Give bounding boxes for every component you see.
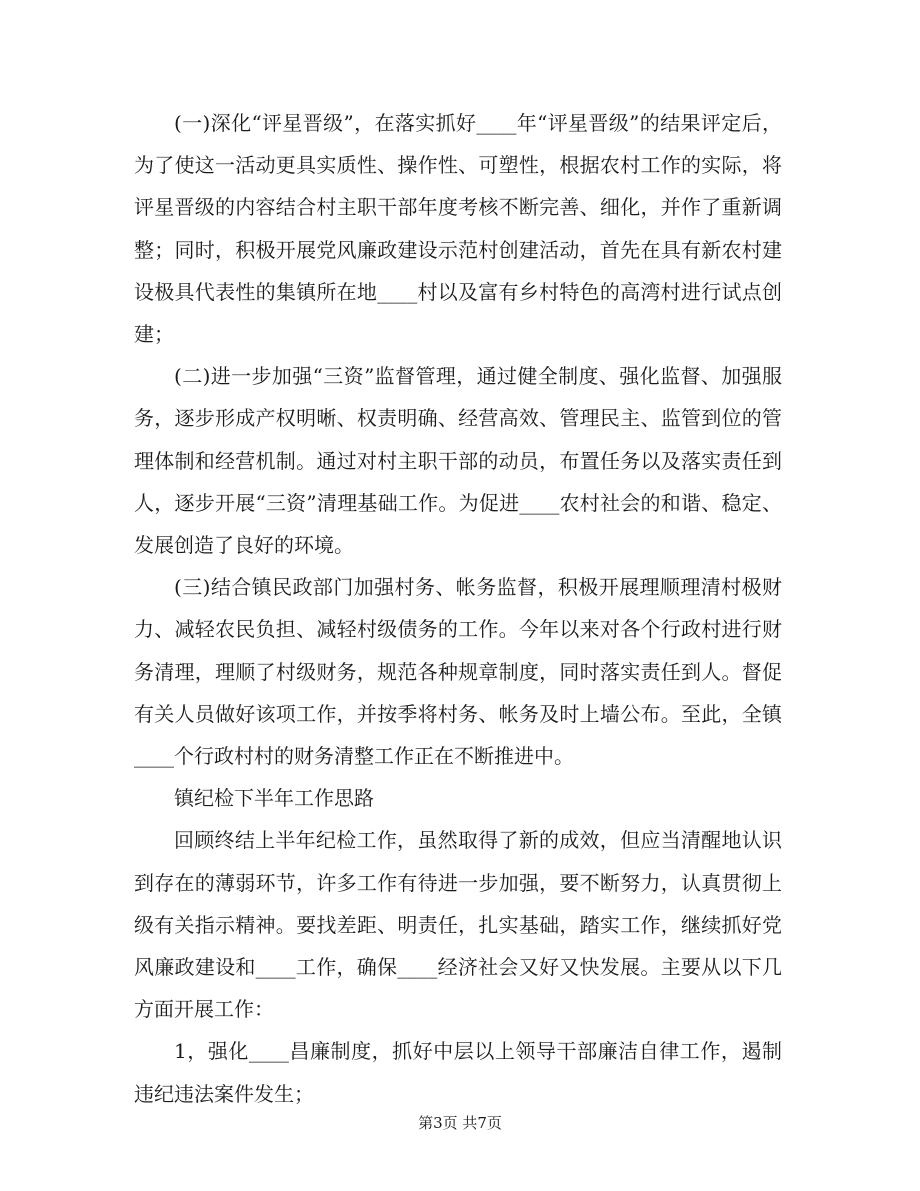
paragraph-5: 1，强化____昌廉制度，抓好中层以上领导干部廉洁自律工作，遏制违纪违法案件发生； [134,1039,782,1106]
page-number-footer: 第3页 共7页 [418,1114,502,1132]
paragraph-2: (二)进一步加强“三资”监督管理，通过健全制度、强化监督、加强服务，逐步形成产权明晰、权责明确、经营高效、管理民主、监管到位的管理体制和经营机制。通过对村主职干部的动员，布置任务以及落实责任到人，逐步开展“三资”清理基础工作。为促进____农村社会的和谐、稳定、发展创造了良好的环境。 [134,364,782,558]
document-body [134,102,782,1115]
paragraph-3: (三)结合镇民政部门加强村务、帐务监督，积极开展理顺理清村极财力、减轻农民负担、减轻村级债务的工作。今年以来对各个行政村进行财务清理，理顺了村级财务，规范各种规章制度，同时落实责任到人。督促有关人员做好该项工作，并按季将村务、帐务及时上墙公布。至此，全镇____个行政村村的财务清整工作正在不断推进中。 [134,575,782,769]
paragraph-1: (一)深化“评星晋级”，在落实抓好____年“评星晋级”的结果评定后，为了使这一活动更具实质性、操作性、可塑性，根据农村工作的实际，将评星晋级的内容结合村主职干部年度考核不断完善、细化，并作了重新调整；同时，积极开展党风廉政建设示范村创建活动，首先在具有新农村建设极具代表性的集镇所在地____村以及富有乡村特色的高湾村进行试点创建； [134,111,782,347]
paragraph-4: 回顾终结上半年纪检工作，虽然取得了新的成效，但应当清醒地认识到存在的薄弱环节，许多工作有待进一步加强，要不断努力，认真贯彻上级有关指示精神。要找差距、明责任，扎实基础，踏实工作，继续抓好党风廉政建设和____工作，确保____经济社会又好又快发展。主要从以下几方面开展工作： [134,828,782,1022]
section-heading: 镇纪检下半年工作思路 [174,786,374,811]
